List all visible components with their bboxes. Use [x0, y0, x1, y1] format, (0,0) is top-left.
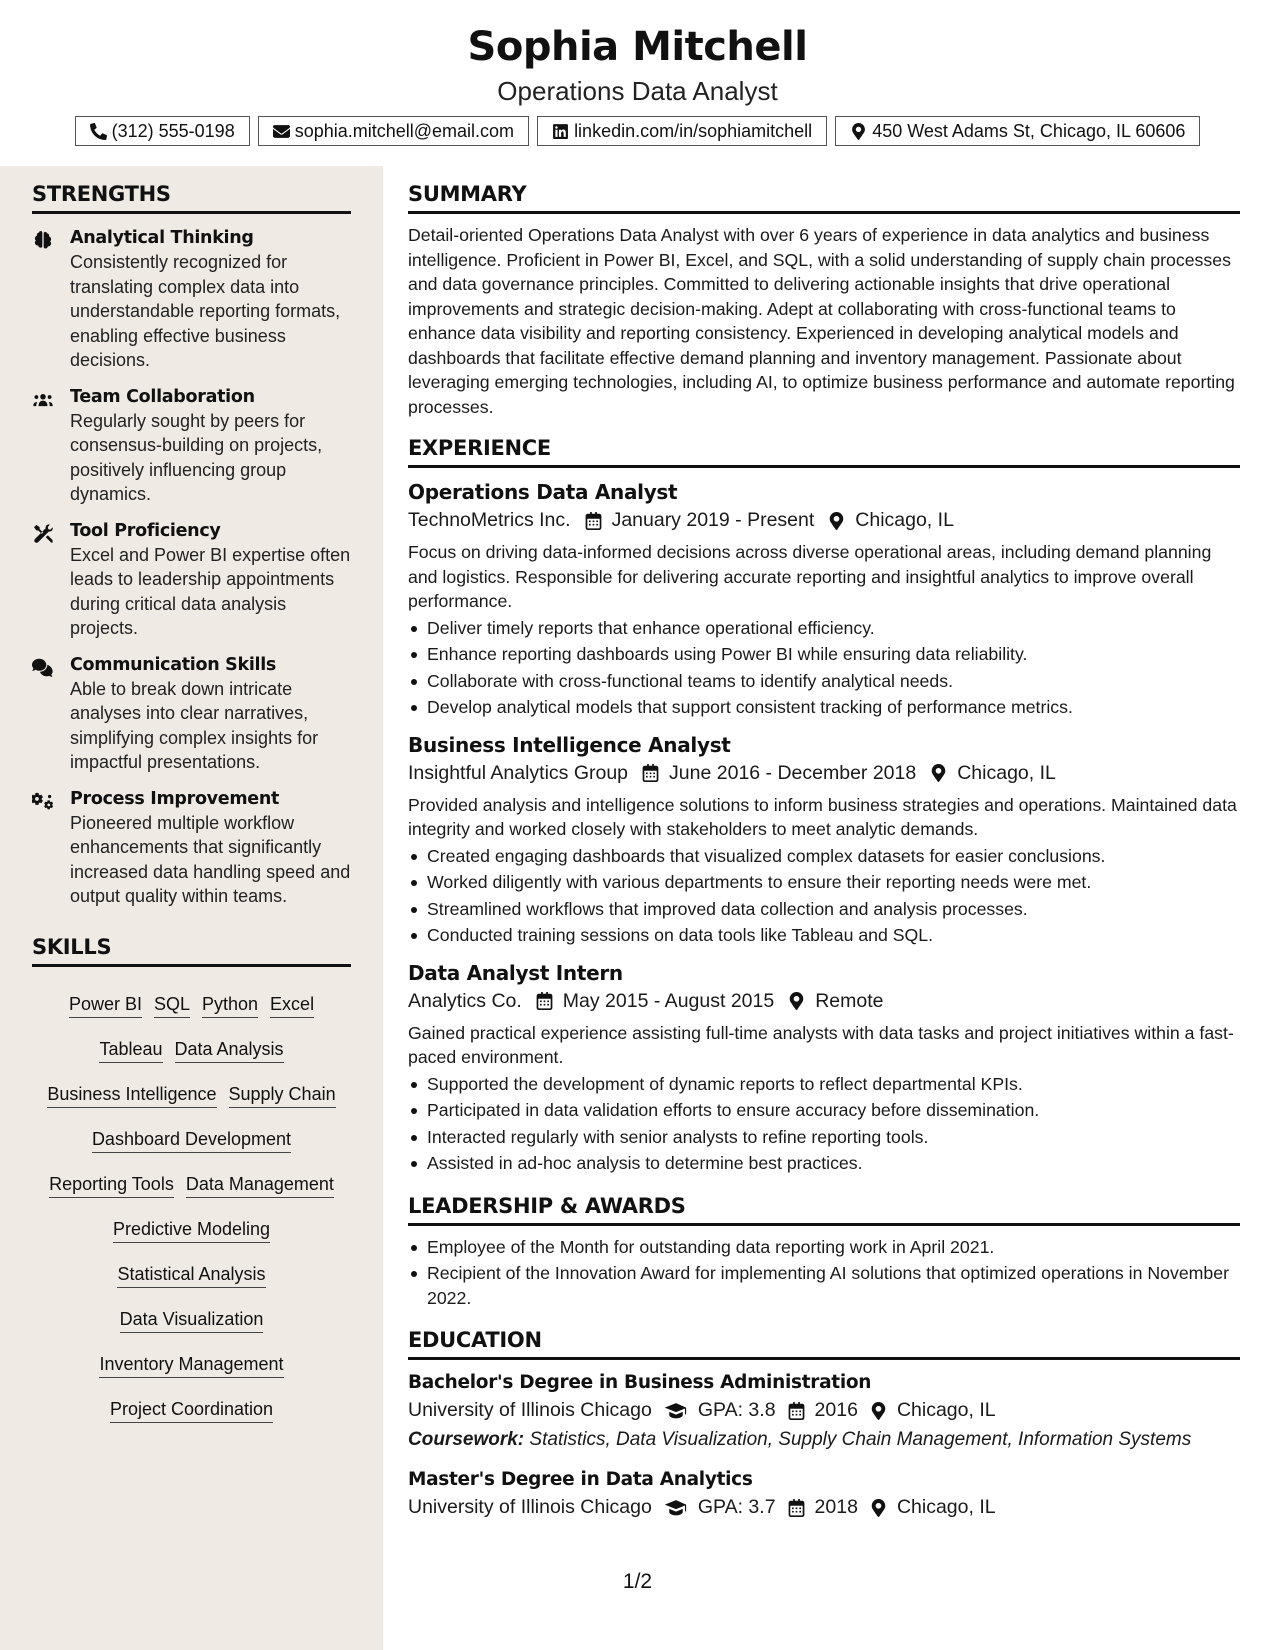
comments-icon	[32, 658, 54, 677]
job-bullets	[408, 615, 1240, 721]
candidate-title: Operations Data Analyst	[497, 76, 778, 106]
school-name: University of Illinois Chicago	[408, 1496, 652, 1518]
contact-bar	[0, 116, 1275, 146]
contact-linkedin-text: linkedin.com/in/sophiamitchell	[574, 120, 813, 141]
job-bullet: Interacted regularly with senior analysts to refine reporting tools.	[408, 1124, 1240, 1151]
experience-section	[408, 436, 1240, 1177]
skills-row	[32, 1028, 351, 1073]
school-location: Chicago, IL	[896, 1399, 996, 1421]
skills-row	[32, 1253, 351, 1298]
phone-icon	[90, 123, 107, 140]
graduation-cap-icon	[664, 1499, 688, 1517]
summary-heading: SUMMARY	[408, 182, 1240, 214]
candidate-name: Sophia Mitchell	[467, 24, 808, 70]
skill-tag: Tableau	[99, 1038, 162, 1063]
skill-tag: SQL	[154, 993, 190, 1018]
strength-desc: Consistently recognized for translating complex data into understandable reporting formats, enabling effective business decisions.	[70, 252, 341, 370]
awards-section	[408, 1194, 1240, 1311]
job-meta	[408, 990, 1240, 1013]
experience-heading: EXPERIENCE	[408, 436, 1240, 468]
skill-tag: Project Coordination	[110, 1398, 273, 1423]
skill-tag: Power BI	[69, 993, 142, 1018]
strength-desc: Regularly sought by peers for consensus-building on projects, positively influencing group dynamics.	[70, 410, 323, 504]
skill-tag: Data Analysis	[175, 1038, 284, 1063]
strength-item	[32, 655, 351, 775]
strength-desc: Pioneered multiple workflow enhancements that significantly increased data handling speed and output quality within teams.	[70, 812, 351, 906]
job-location: Remote	[815, 989, 884, 1012]
contact-phone[interactable]	[75, 116, 250, 146]
job-bullet: Assisted in ad-hoc analysis to determine best practices.	[408, 1150, 1240, 1177]
contact-linkedin[interactable]	[537, 116, 827, 146]
job-bullet: Conducted training sessions on data tools like Tableau and SQL.	[408, 922, 1240, 949]
map-pin-icon	[828, 512, 845, 530]
skills-row	[32, 983, 351, 1028]
job-meta	[408, 762, 1240, 785]
graduation-cap-icon	[664, 1402, 688, 1420]
skills-row	[32, 1118, 351, 1163]
strength-item	[32, 228, 351, 373]
skill-tag: Supply Chain	[229, 1083, 336, 1108]
map-pin-icon	[788, 992, 805, 1010]
job-description: Focus on driving data-informed decisions across diverse operational areas, including demand planning and logistics. Responsible for delivering accurate reporting and insightful analytics to improve overall performance.	[408, 542, 1212, 611]
job-entry	[408, 480, 1240, 721]
gpa: GPA: 3.8	[697, 1399, 776, 1421]
job-description: Gained practical experience assisting full-time analysts with data tasks and project initiatives within a fast-paced environment.	[408, 1022, 1234, 1067]
company-name: Insightful Analytics Group	[408, 761, 629, 784]
education-meta	[408, 1399, 1240, 1422]
skills-list	[32, 983, 351, 1433]
skills-row	[32, 1343, 351, 1388]
summary-text: Detail-oriented Operations Data Analyst with over 6 years of experience in data analytics and business intelligence. Proficient in Power BI, Excel, and SQL, with a solid understanding of supply chain processes and data governance principles. Committed to delivering actionable insights that drive operational improvements and strategic decision-making. Adept at collaborating with cross-functional teams to enhance data visibility and reporting consistency. Experienced in developing analytical models and dashboards that facilitate effective demand planning and inventory management. Passionate about leveraging emerging technologies, including AI, to optimize business performance and automate reporting processes.	[408, 225, 1235, 417]
strength-title: Analytical Thinking	[70, 228, 254, 248]
sidebar	[0, 166, 383, 1650]
page-number: 1/2	[622, 1570, 653, 1593]
skill-tag: Data Visualization	[120, 1308, 264, 1333]
skill-tag: Excel	[270, 993, 314, 1018]
job-title: Operations Data Analyst	[408, 480, 678, 504]
graduation-year: 2016	[814, 1399, 858, 1421]
skill-tag: Inventory Management	[99, 1353, 283, 1378]
coursework	[408, 1429, 1240, 1451]
education-heading: EDUCATION	[408, 1328, 1240, 1360]
job-bullet: Collaborate with cross-functional teams to identify analytical needs.	[408, 668, 1240, 695]
brain-icon	[32, 231, 54, 250]
map-pin-icon	[850, 123, 867, 140]
job-location: Chicago, IL	[957, 761, 1056, 784]
award-item: Recipient of the Innovation Award for implementing AI solutions that optimized operations in November 2022.	[408, 1261, 1240, 1310]
contact-phone-text: (312) 555-0198	[111, 120, 235, 141]
tools-icon	[32, 524, 54, 543]
school-location: Chicago, IL	[896, 1496, 996, 1518]
contact-address-text: 450 West Adams St, Chicago, IL 60606	[872, 120, 1186, 141]
users-icon	[32, 390, 54, 409]
job-description: Provided analysis and intelligence solutions to inform business strategies and operations. Maintained data integrity and worked closely with stakeholders to meet analytic demands.	[408, 794, 1237, 839]
school-name: University of Illinois Chicago	[408, 1399, 652, 1421]
job-bullet: Enhance reporting dashboards using Power BI while ensuring data reliability.	[408, 641, 1240, 668]
job-entry	[408, 961, 1240, 1177]
strength-title: Tool Proficiency	[70, 520, 221, 541]
job-list	[408, 480, 1240, 1177]
job-bullet: Created engaging dashboards that visualized complex datasets for easier conclusions.	[408, 843, 1240, 870]
cogs-icon	[32, 792, 54, 811]
envelope-icon	[273, 123, 290, 140]
skills-row	[32, 1163, 351, 1208]
awards-heading: LEADERSHIP & AWARDS	[408, 1194, 1240, 1226]
strength-desc: Able to break down intricate analyses into clear narratives, simplifying complex insights for impactful presentations.	[70, 678, 319, 772]
strength-title: Communication Skills	[70, 654, 277, 675]
job-title: Business Intelligence Analyst	[408, 732, 731, 757]
strength-desc: Excel and Power BI expertise often leads to leadership appointments during critical data analysis projects.	[70, 544, 351, 638]
awards-list	[408, 1235, 1240, 1311]
strength-item	[32, 387, 351, 507]
skill-tag: Python	[202, 993, 258, 1018]
skill-tag: Reporting Tools	[49, 1173, 174, 1198]
job-bullet: Streamlined workflows that improved data collection and analysis processes.	[408, 896, 1240, 923]
job-title: Data Analyst Intern	[408, 960, 623, 985]
strengths-heading: STRENGTHS	[32, 182, 351, 214]
skill-tag: Predictive Modeling	[113, 1218, 270, 1243]
skill-tag: Statistical Analysis	[117, 1263, 265, 1288]
strength-item	[32, 521, 351, 641]
contact-address	[835, 116, 1200, 146]
skill-tag: Data Management	[186, 1173, 334, 1198]
contact-email[interactable]	[258, 116, 529, 146]
education-entry	[408, 1372, 1240, 1451]
summary-section	[408, 182, 1240, 419]
main-column	[408, 166, 1240, 1519]
job-entry	[408, 733, 1240, 949]
job-meta	[408, 509, 1240, 532]
resume-header	[0, 0, 1275, 146]
job-bullets	[408, 1071, 1240, 1177]
strength-title: Team Collaboration	[70, 386, 255, 407]
map-pin-icon	[930, 764, 947, 782]
education-entry	[408, 1469, 1240, 1519]
education-section	[408, 1328, 1240, 1519]
skill-tag: Dashboard Development	[92, 1128, 291, 1153]
job-bullet: Worked diligently with various departments to ensure their reporting needs were met.	[408, 869, 1240, 896]
skills-row	[32, 1298, 351, 1343]
coursework-label: Coursework:	[408, 1429, 525, 1450]
skills-row	[32, 1073, 351, 1118]
graduation-year: 2018	[814, 1496, 858, 1518]
company-name: TechnoMetrics Inc.	[408, 509, 571, 531]
job-dates: May 2015 - August 2015	[562, 989, 775, 1012]
calendar-icon	[788, 1499, 805, 1517]
calendar-icon	[585, 512, 602, 530]
gpa: GPA: 3.7	[697, 1496, 776, 1518]
degree-title: Master's Degree in Data Analytics	[408, 1469, 753, 1490]
job-dates: January 2019 - Present	[611, 509, 815, 531]
skills-heading: SKILLS	[32, 935, 351, 967]
linkedin-icon	[552, 123, 569, 140]
coursework-list: Statistics, Data Visualization, Supply Chain Management, Information Systems	[529, 1429, 1192, 1450]
calendar-icon	[788, 1402, 805, 1420]
job-bullet: Deliver timely reports that enhance operational efficiency.	[408, 615, 1240, 642]
company-name: Analytics Co.	[408, 989, 522, 1012]
job-dates: June 2016 - December 2018	[669, 761, 917, 784]
job-bullet: Develop analytical models that support consistent tracking of performance metrics.	[408, 694, 1240, 721]
degree-title: Bachelor's Degree in Business Administration	[408, 1372, 872, 1393]
strength-title: Process Improvement	[70, 788, 280, 809]
job-bullet: Supported the development of dynamic reports to reflect departmental KPIs.	[408, 1071, 1240, 1098]
award-item: Employee of the Month for outstanding data reporting work in April 2021.	[408, 1235, 1240, 1260]
skills-row	[32, 1208, 351, 1253]
strength-item	[32, 789, 351, 909]
calendar-icon	[642, 764, 659, 782]
contact-email-text: sophia.mitchell@email.com	[294, 120, 515, 141]
job-bullet: Participated in data validation efforts to ensure accuracy before dissemination.	[408, 1097, 1240, 1124]
education-meta	[408, 1496, 1240, 1519]
map-pin-icon	[870, 1402, 887, 1420]
job-location: Chicago, IL	[855, 509, 954, 531]
calendar-icon	[536, 992, 553, 1010]
map-pin-icon	[870, 1499, 887, 1517]
job-bullets	[408, 843, 1240, 949]
skill-tag: Business Intelligence	[47, 1083, 216, 1108]
skills-row	[32, 1388, 351, 1433]
